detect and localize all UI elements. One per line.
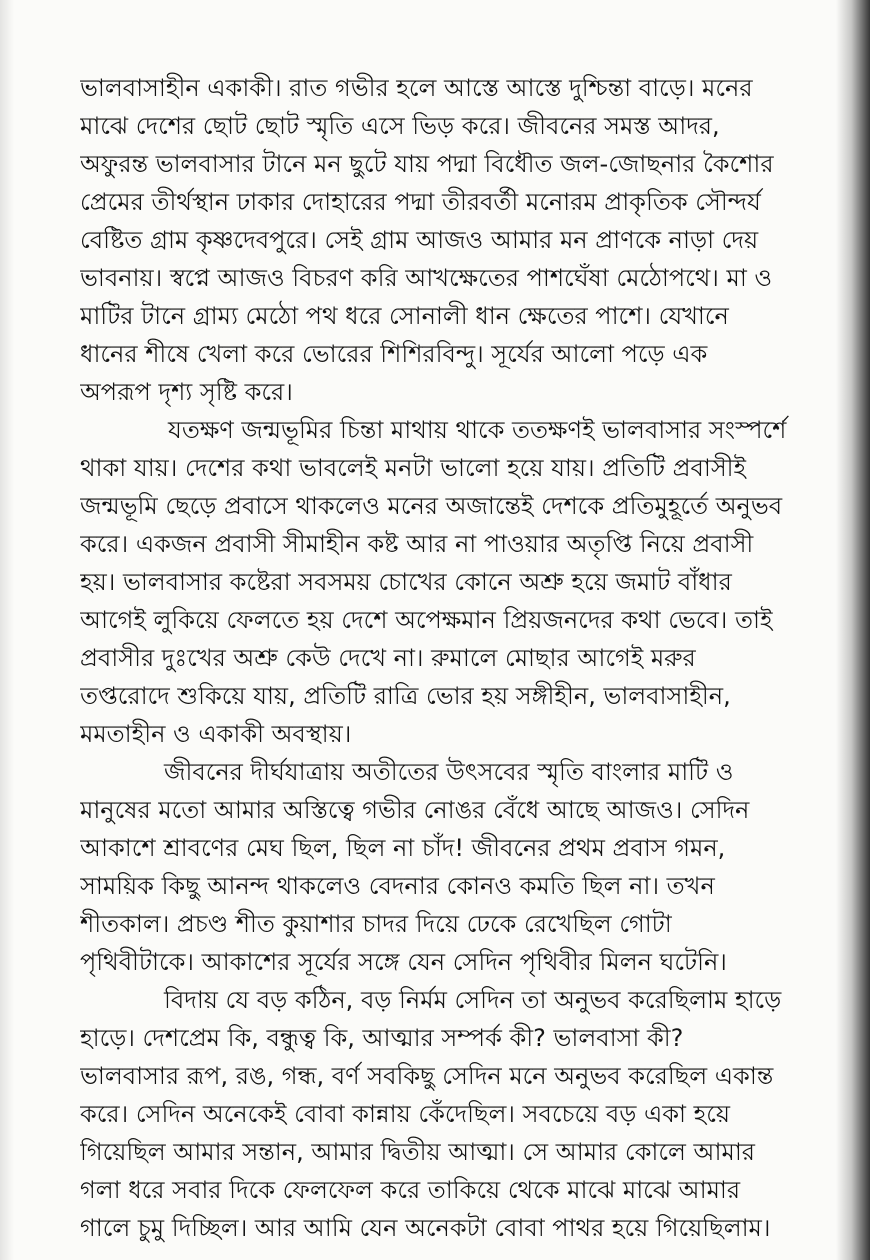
text-line: থাকা যায়। দেশের কথা ভাবলেই মনটা ভালো হয়ে যায়। প্রতিটি প্রবাসীই: [80, 454, 747, 482]
text-line: মমতাহীন ও একাকী অবস্থায়।: [80, 720, 352, 748]
text-line: গিয়েছিল আমার সন্তান, আমার দ্বিতীয় আত্মা। সে আমার কোলে আমার: [80, 1138, 755, 1166]
text-line: অপরূপ দৃশ্য সৃষ্টি করে।: [80, 378, 293, 406]
page-edge-shadow-left: [0, 0, 14, 1260]
text-line: জন্মভূমি ছেড়ে প্রবাসে থাকলেও মনের অজান্তেই দেশকে প্রতিমুহূর্তে অনুভব: [80, 492, 783, 520]
paragraph-start-line: জীবনের দীর্ঘযাত্রায় অতীতের উৎসবের স্মৃতি বাংলার মাটি ও: [164, 758, 734, 786]
text-line: তপ্তরোদে শুকিয়ে যায়, প্রতিটি রাত্রি ভোর হয় সঙ্গীহীন, ভালবাসাহীন,: [80, 682, 731, 710]
text-line: করে। একজন প্রবাসী সীমাহীন কষ্ট আর না পাওয়ার অতৃপ্তি নিয়ে প্রবাসী: [80, 530, 754, 558]
text-line: সাময়িক কিছু আনন্দ থাকলেও বেদনার কোনও কমতি ছিল না। তখন: [80, 872, 715, 900]
text-line: মাটির টানে গ্রাম্য মেঠো পথ ধরে সোনালী ধান ক্ষেতের পাশে। যেখানে: [80, 302, 729, 330]
text-line: প্রেমের তীর্থস্থান ঢাকার দোহারের পদ্মা তীরবর্তী মনোরম প্রাকৃতিক সৌন্দর্য: [80, 188, 761, 216]
body-text: [80, 70, 848, 1255]
text-line: গালে চুমু দিচ্ছিল। আর আমি যেন অনেকটা বোবা পাথর হয়ে গিয়েছিলাম।: [80, 1214, 771, 1242]
text-line: ভালবাসার রূপ, রঙ, গন্ধ, বর্ণ সবকিছু সেদিন মনে অনুভব করেছিল একান্ত: [80, 1062, 774, 1090]
text-line: মাঝে দেশের ছোট ছোট স্মৃতি এসে ভিড় করে। জীবনের সমস্ত আদর,: [80, 112, 720, 140]
text-line: গলা ধরে সবার দিকে ফেলফেল করে তাকিয়ে থেকে মাঝে মাঝে আমার: [80, 1176, 741, 1204]
text-line: মানুষের মতো আমার অস্তিত্বে গভীর নোঙর বেঁধে আছে আজও। সেদিন: [80, 796, 750, 824]
text-line: আকাশে শ্রাবণের মেঘ ছিল, ছিল না চাঁদ! জীবনের প্রথম প্রবাস গমন,: [80, 834, 726, 862]
text-line: পৃথিবীটাকে। আকাশের সূর্যের সঙ্গে যেন সেদিন পৃথিবীর মিলন ঘটেনি।: [80, 948, 727, 976]
text-line: ধানের শীষে খেলা করে ভোরের শিশিরবিন্দু। সূর্যের আলো পড়ে এক: [80, 340, 708, 368]
text-line: হাড়ে। দেশপ্রেম কি, বন্ধুত্ব কি, আত্মার সম্পর্ক কী? ভালবাসা কী?: [80, 1024, 684, 1052]
text-line: করে। সেদিন অনেকেই বোবা কান্নায় কেঁদেছিল। সবচেয়ে বড় একা হয়ে: [80, 1100, 730, 1128]
text-line: অফুরন্ত ভালবাসার টানে মন ছুটে যায় পদ্মা বিধৌত জল-জোছনার কৈশোর: [80, 150, 774, 178]
paragraph-start-line: যতক্ষণ জন্মভূমির চিন্তা মাথায় থাকে ততক্ষণই ভালবাসার সংস্পর্শে: [168, 416, 787, 444]
text-line: বেষ্টিত গ্রাম কৃষ্ণদেবপুরে। সেই গ্রাম আজও আমার মন প্রাণকে নাড়া দেয়: [80, 226, 759, 254]
text-line: ভাবনায়। স্বপ্নে আজও বিচরণ করি আখক্ষেতের পাশঘেঁষা মেঠোপথে। মা ও: [80, 264, 773, 292]
page-edge-shadow-right: [836, 0, 870, 1260]
text-line: আগেই লুকিয়ে ফেলতে হয় দেশে অপেক্ষমান প্রিয়জনদের কথা ভেবে। তাই: [80, 606, 773, 634]
text-line: ভালবাসাহীন একাকী। রাত গভীর হলে আস্তে আস্তে দুশ্চিন্তা বাড়ে। মনের: [80, 74, 753, 102]
paragraph-start-line: বিদায় যে বড় কঠিন, বড় নির্মম সেদিন তা অনুভব করেছিলাম হাড়ে: [164, 986, 782, 1014]
text-line: প্রবাসীর দুঃখের অশ্রু কেউ দেখে না। রুমালে মোছার আগেই মরুর: [80, 644, 696, 672]
text-line: হয়। ভালবাসার কষ্টেরা সবসময় চোখের কোনে অশ্রু হয়ে জমাট বাঁধার: [80, 568, 732, 596]
text-line: শীতকাল। প্রচণ্ড শীত কুয়াশার চাদর দিয়ে ঢেকে রেখেছিল গোটা: [80, 910, 672, 938]
